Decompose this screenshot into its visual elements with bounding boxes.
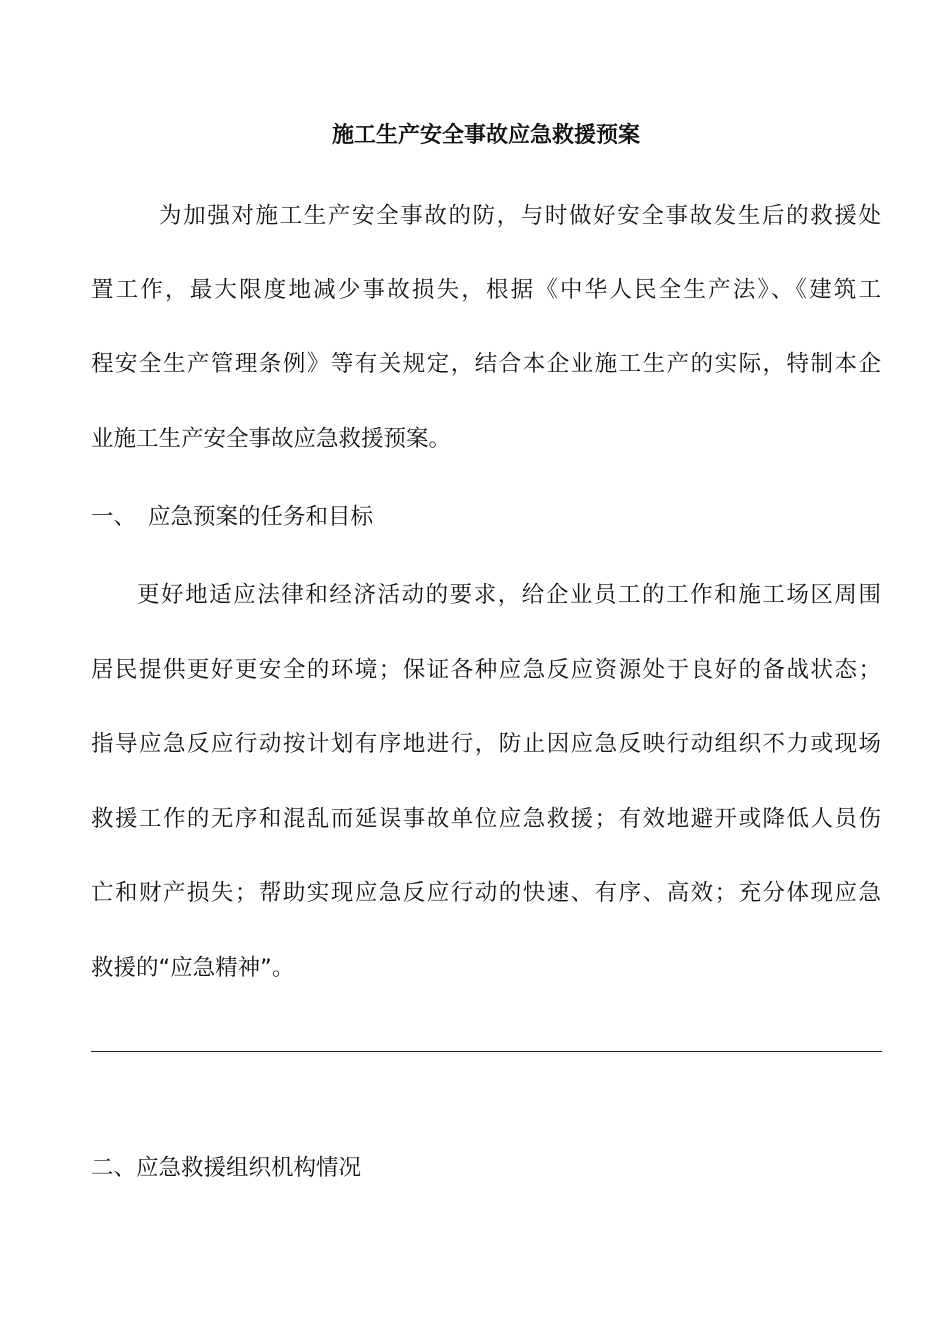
section1-number: 一、	[91, 504, 137, 530]
intro-line-2: 置工作，最大限度地减少事故损失，根据《中华人民全生产法》、《建筑工	[91, 277, 881, 303]
section1-line-4: 救援工作的无序和混乱而延误事故单位应急救援；有效地避开或降低人员伤	[91, 806, 881, 832]
intro-line-3: 程安全生产管理条例》等有关规定，结合本企业施工生产的实际，特制本企	[91, 351, 881, 377]
intro-line-1: 为加强对施工生产安全事故的防，与时做好安全事故发生后的救援处	[159, 203, 881, 229]
section1-line-5: 亡和财产损失；帮助实现应急反应行动的快速、有序、高效；充分体现应急	[91, 880, 881, 906]
section1-line-2: 居民提供更好更安全的环境；保证各种应急反应资源处于良好的备战状态；	[91, 657, 881, 683]
section2-heading: 二、应急救援组织机构情况	[91, 1155, 362, 1181]
document-title: 施工生产安全事故应急救援预案	[331, 123, 640, 148]
section1-line-3: 指导应急反应行动按计划有序地进行，防止因应急反映行动组织不力或现场	[91, 731, 881, 757]
section1-heading	[91, 497, 373, 537]
intro-line-4: 业施工生产安全事故应急救援预案。	[91, 426, 452, 452]
horizontal-divider	[91, 1051, 882, 1052]
section1-heading-text: 应急预案的任务和目标	[148, 504, 374, 530]
section1-line-6: 救援的“应急精神”。	[91, 955, 295, 981]
section1-line-1: 更好地适应法律和经济活动的要求，给企业员工的工作和施工场区周围	[137, 582, 881, 608]
